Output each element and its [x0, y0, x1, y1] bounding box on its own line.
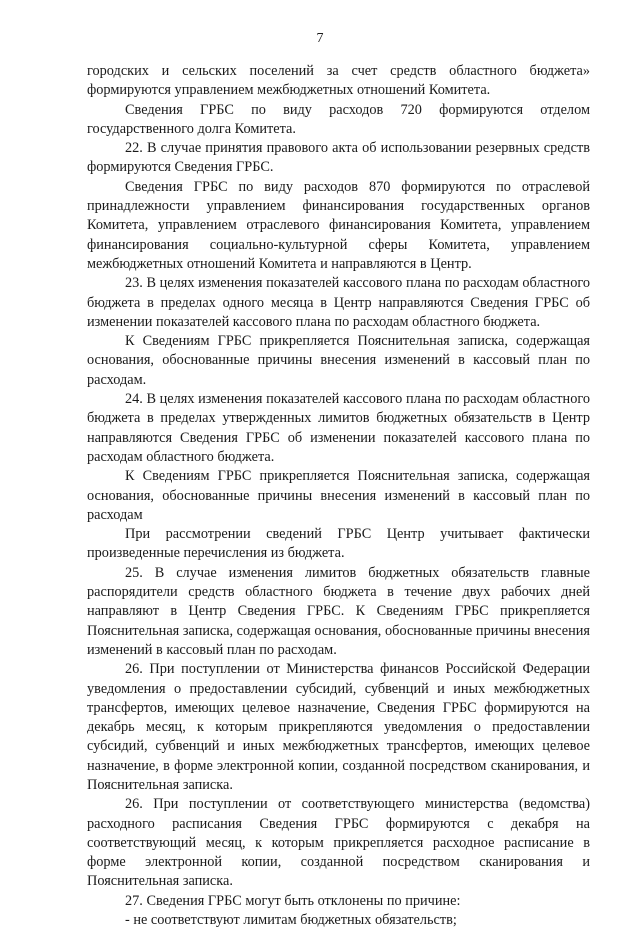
- paragraph-item-25: 25. В случае изменения лимитов бюджетных обязательств главные распорядители средств областного бюджета в течение двух рабочих дней направляют в Центр Сведения ГРБС. К Сведениям ГРБС прикрепляется Пояснительная записка, содержащая основания, обоснованные причины внесения изменений в кассовый план по расходам.: [87, 564, 590, 658]
- paragraph-item-23-note: К Сведениям ГРБС прикрепляется Пояснительная записка, содержащая основания, обоснованные причины внесения изменений в кассовый план по расходам.: [87, 333, 590, 388]
- paragraph-item-24-review: При рассмотрении сведений ГРБС Центр учитывает фактически произведенные перечисления из бюджета.: [87, 526, 590, 562]
- paragraph-vr-870: Сведения ГРБС по виду расходов 870 формируются по отраслевой принадлежности управлением финансирования государственных органов Комитета, управлением отраслевого финансирования Комитета, управлением финансирования социально-культурной сферы Комитета, управлением межбюджетных отношений Комитета и направляются в Центр.: [87, 178, 590, 272]
- paragraph-vr-720: Сведения ГРБС по виду расходов 720 формируются отделом государственного долга Комитета.: [87, 101, 590, 137]
- paragraph-item-22: 22. В случае принятия правового акта об использовании резервных средств формируются Сведения ГРБС.: [87, 140, 590, 176]
- page-number: 7: [316, 31, 324, 46]
- paragraph-item-27: 27. Сведения ГРБС могут быть отклонены по причине:: [125, 892, 461, 909]
- paragraph-item-24-note: К Сведениям ГРБС прикрепляется Пояснительная записка, содержащая основания, обоснованные причины внесения изменений в кассовый план по расходам: [87, 468, 590, 523]
- paragraph-intro-continuation: городских и сельских поселений за счет средств областного бюджета» формируются управлением межбюджетных отношений Комитета.: [87, 63, 590, 99]
- paragraph-item-24: 24. В целях изменения показателей кассового плана по расходам областного бюджета в пределах утвержденных лимитов бюджетных обязательств в Центр направляются Сведения ГРБС об изменении показателей кассового плана по расходам областного бюджета.: [87, 391, 590, 465]
- paragraph-item-27-reason-1: - не соответствуют лимитам бюджетных обязательств;: [125, 912, 457, 929]
- paragraph-item-26-minfin: 26. При поступлении от Министерства финансов Российской Федерации уведомления о предоставлении субсидий, субвенций и иных межбюджетных трансфертов, имеющих целевое назначение, Сведения ГРБС формируются на декабрь месяц, к которым прикрепляются уведомления о предоставлении субсидий, субвенций и иных межбюджетных трансфертов, имеющих целевое назначение, в форме электронной копии, созданной посредством сканирования, и Пояснительная записка.: [87, 661, 590, 793]
- document-body: [87, 62, 590, 930]
- paragraph-item-26-ministry: 26. При поступлении от соответствующего министерства (ведомства) расходного расписания Сведения ГРБС формируются с декабря на соответствующий месяц, к которым прикрепляется расходное расписание в форме электронной копии, созданной посредством сканирования и Пояснительная записка.: [87, 796, 590, 890]
- paragraph-item-23: 23. В целях изменения показателей кассового плана по расходам областного бюджета в пределах одного месяца в Центр направляются Сведения ГРБС об изменении показателей кассового плана по расходам областного бюджета.: [87, 275, 590, 330]
